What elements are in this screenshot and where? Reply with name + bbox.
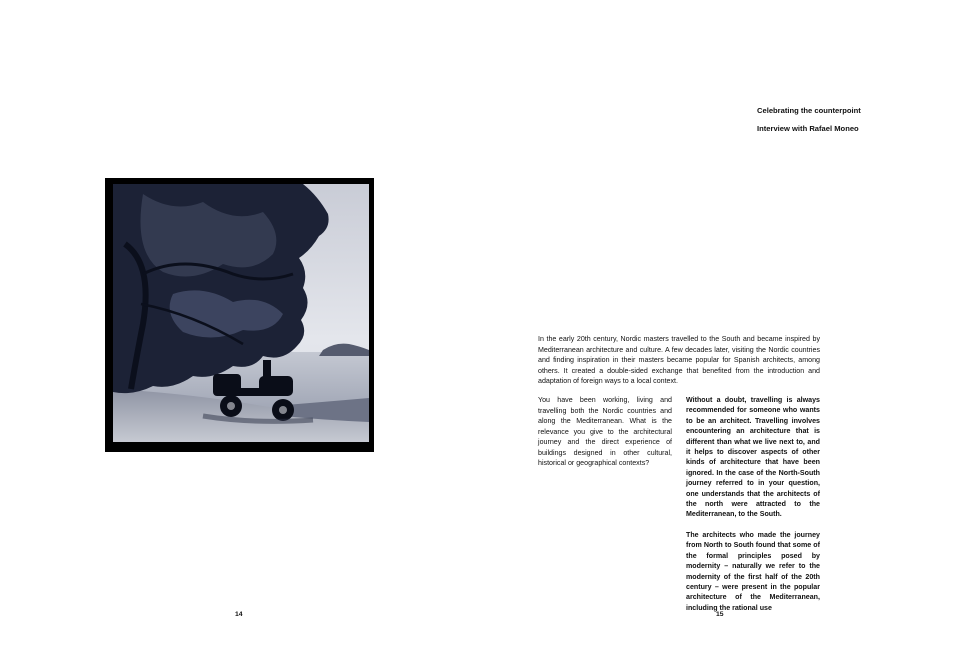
answer-paragraph-2: The architects who made the journey from North to South found that some of the formal principles posed by modernity – naturally we refer to the modernity of the first half of the 20th century – were present in the popular architecture of the Mediterranean, including the rational use (686, 530, 820, 612)
interview-question: You have been working, living and travelling both the Nordic countries and along the Mediterranean. What is the relevance you give to the architectural journey and the direct experience of buildings designed in other cultural, historical or geographical contexts? (538, 396, 672, 467)
header-subtitle: Interview with Rafael Moneo (757, 124, 859, 133)
intro-paragraph: In the early 20th century, Nordic masters travelled to the South and became inspired by Mediterranean architecture and culture. A few decades later, visiting the Nordic countries and finding inspiration in their masters became popular for Spanish architects, among others. It created a double-sided exchange that benefited from the introduction and adaptation of foreign ways to a local context. (538, 335, 820, 385)
page-number-left: 14 (235, 611, 243, 618)
answer-paragraph-1: Without a doubt, travelling is always recommended for someone who wants to be an architect. Travelling involves encountering an architecture that is different than what we live next to, and it helps to discover aspects of other kinds of architecture that have been ignored. In the case of the North-South journey referred to in your question, one understands that the architects of the north were attracted to the Mediterranean, to the South. (686, 396, 820, 519)
photograph (105, 178, 374, 452)
photograph-motorcycle-under-tree-icon (113, 184, 369, 442)
running-header (757, 102, 861, 138)
page-number-right: 15 (716, 611, 724, 618)
header-title: Celebrating the counterpoint (757, 106, 861, 115)
interview-answer (686, 395, 820, 623)
